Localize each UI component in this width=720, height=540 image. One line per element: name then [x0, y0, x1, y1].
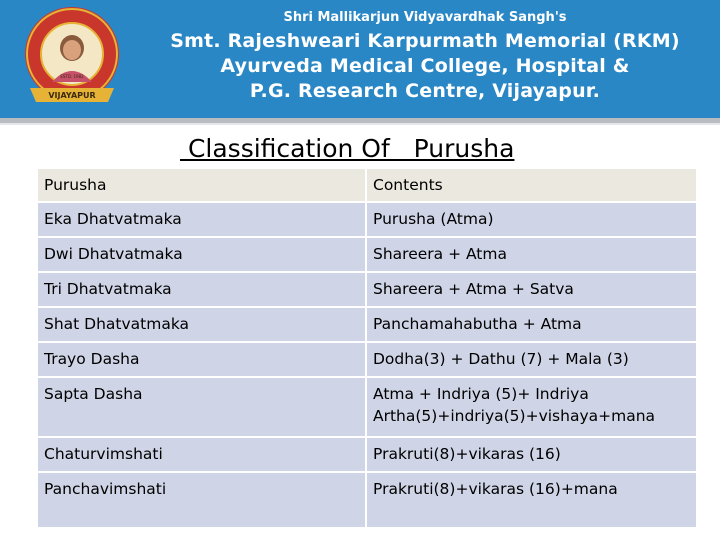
- purusha-cell: Sapta Dasha: [38, 378, 365, 436]
- svg-text:ESTD. 1982: ESTD. 1982: [60, 74, 84, 79]
- table-row: [38, 273, 696, 306]
- contents-cell: Shareera + Atma: [367, 238, 696, 271]
- purusha-classification-table: [36, 167, 698, 529]
- header-banner: [0, 0, 720, 118]
- purusha-cell: Shat Dhatvatmaka: [38, 308, 365, 341]
- table-row: [38, 378, 696, 436]
- contents-cell: Atma + Indriya (5)+ Indriya Artha(5)+indriya(5)+vishaya+mana: [367, 378, 696, 436]
- table-row: [38, 343, 696, 376]
- table-row: [38, 438, 696, 471]
- contents-cell: Dodha(3) + Dathu (7) + Mala (3): [367, 343, 696, 376]
- table-row: [38, 203, 696, 236]
- table-row: [38, 238, 696, 271]
- svg-text:VIJAYAPUR: VIJAYAPUR: [48, 91, 96, 100]
- contents-cell: Purusha (Atma): [367, 203, 696, 236]
- slide-heading: Classification Of Purusha: [180, 134, 515, 163]
- banner-title-line-2: Ayurveda Medical College, Hospital &: [220, 55, 630, 77]
- contents-cell: Prakruti(8)+vikaras (16)+mana: [367, 473, 696, 527]
- purusha-cell: Eka Dhatvatmaka: [38, 203, 365, 236]
- purusha-cell: Dwi Dhatvatmaka: [38, 238, 365, 271]
- contents-cell: Prakruti(8)+vikaras (16): [367, 438, 696, 471]
- purusha-cell: Trayo Dasha: [38, 343, 365, 376]
- purusha-cell: Chaturvimshati: [38, 438, 365, 471]
- table-header-row: [38, 169, 696, 201]
- banner-title-line-1: Smt. Rajeshweari Karpurmath Memorial (RKM): [170, 30, 680, 52]
- contents-cell: Shareera + Atma + Satva: [367, 273, 696, 306]
- column-header-purusha: Purusha: [38, 169, 365, 201]
- banner-divider-light: [0, 123, 720, 125]
- purusha-cell: Panchavimshati: [38, 473, 365, 527]
- contents-cell: Panchamahabutha + Atma: [367, 308, 696, 341]
- college-seal-logo: [18, 4, 126, 112]
- table-row: [38, 473, 696, 527]
- table-row: [38, 308, 696, 341]
- column-header-contents: Contents: [367, 169, 696, 201]
- banner-title-line-3: P.G. Research Centre, Vijayapur.: [249, 80, 601, 102]
- banner-subtitle: Shri Mallikarjun Vidyavardhak Sangh's: [283, 10, 567, 25]
- purusha-cell: Tri Dhatvatmaka: [38, 273, 365, 306]
